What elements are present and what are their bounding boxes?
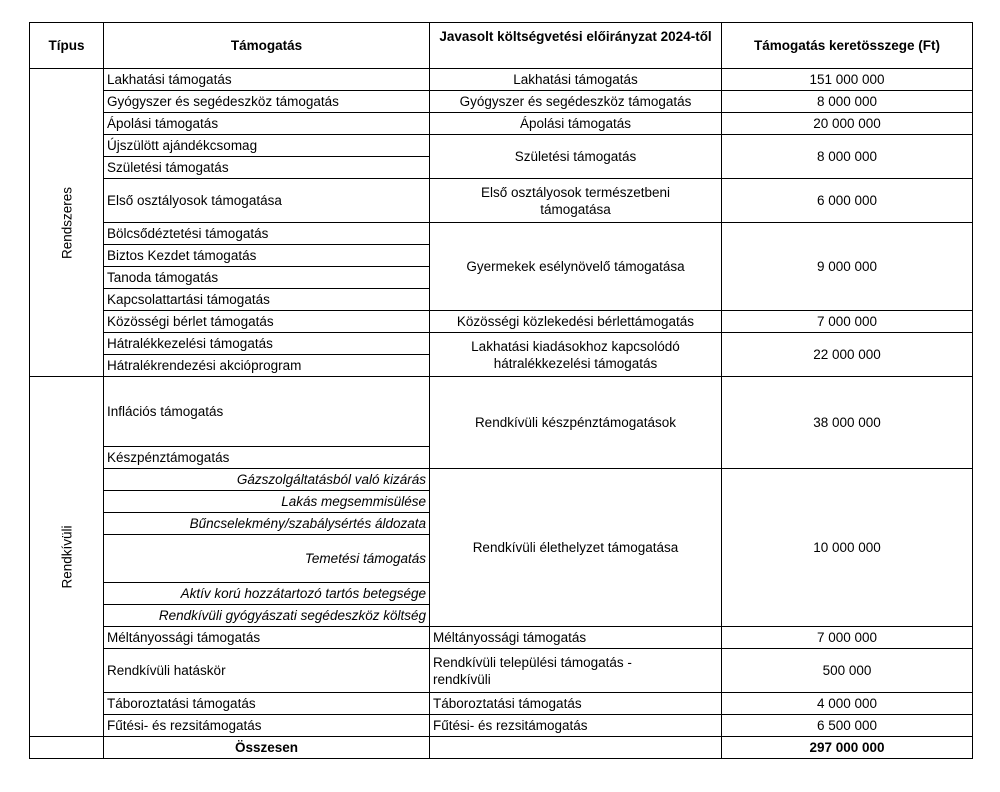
proposed-cell: Rendkívüli élethelyzet támogatása xyxy=(430,469,722,627)
proposed-cell: Lakhatási kiadásokhoz kapcsolódó hátralékkezelési támogatás xyxy=(430,333,722,377)
support-cell: Hátralékkezelési támogatás xyxy=(104,333,430,355)
amount-cell: 500 000 xyxy=(722,649,973,693)
support-cell: Rendkívüli hatáskör xyxy=(104,649,430,693)
amount-cell: 6 500 000 xyxy=(722,715,973,737)
type-label-regular: Rendszeres xyxy=(59,186,74,259)
amount-cell: 7 000 000 xyxy=(722,627,973,649)
proposed-cell: Táboroztatási támogatás xyxy=(430,693,722,715)
table-row xyxy=(30,377,973,447)
amount-cell: 9 000 000 xyxy=(722,223,973,311)
table-row xyxy=(30,627,973,649)
support-cell: Közösségi bérlet támogatás xyxy=(104,311,430,333)
table-row xyxy=(30,113,973,135)
total-empty-cell xyxy=(30,737,104,759)
support-cell: Újszülött ajándékcsomag xyxy=(104,135,430,157)
amount-cell: 20 000 000 xyxy=(722,113,973,135)
support-cell: Aktív korú hozzátartozó tartós betegsége xyxy=(104,583,430,605)
header-type: Típus xyxy=(30,23,104,69)
proposed-cell: Méltányossági támogatás xyxy=(430,627,722,649)
table-row xyxy=(30,715,973,737)
amount-cell: 22 000 000 xyxy=(722,333,973,377)
table-row xyxy=(30,223,973,245)
table-row xyxy=(30,693,973,715)
table-row xyxy=(30,469,973,491)
header-amount: Támogatás keretösszege (Ft) xyxy=(722,23,973,69)
type-label-extraordinary: Rendkívüli xyxy=(59,524,74,589)
support-cell: Temetési támogatás xyxy=(104,535,430,583)
table-row xyxy=(30,135,973,157)
proposed-cell: Ápolási támogatás xyxy=(430,113,722,135)
proposed-cell: Rendkívüli készpénztámogatások xyxy=(430,377,722,469)
table-row xyxy=(30,69,973,91)
proposed-cell: Fűtési- és rezsitámogatás xyxy=(430,715,722,737)
support-cell: Gyógyszer és segédeszköz támogatás xyxy=(104,91,430,113)
table-row xyxy=(30,179,973,223)
support-cell: Rendkívüli gyógyászati segédeszköz költség xyxy=(104,605,430,627)
support-cell: Kapcsolattartási támogatás xyxy=(104,289,430,311)
support-cell: Biztos Kezdet támogatás xyxy=(104,245,430,267)
amount-cell: 151 000 000 xyxy=(722,69,973,91)
support-cell: Táboroztatási támogatás xyxy=(104,693,430,715)
support-cell: Inflációs támogatás xyxy=(104,377,430,447)
total-empty-cell xyxy=(430,737,722,759)
total-label: Összesen xyxy=(104,737,430,759)
proposed-cell: Rendkívüli települési támogatás - rendkívüli xyxy=(430,649,722,693)
support-cell: Bűncselekmény/szabálysértés áldozata xyxy=(104,513,430,535)
support-cell: Készpénztámogatás xyxy=(104,447,430,469)
amount-cell: 7 000 000 xyxy=(722,311,973,333)
support-cell: Lakás megsemmisülése xyxy=(104,491,430,513)
support-cell: Születési támogatás xyxy=(104,157,430,179)
proposed-cell: Gyermekek esélynövelő támogatása xyxy=(430,223,722,311)
proposed-cell: Gyógyszer és segédeszköz támogatás xyxy=(430,91,722,113)
support-cell: Tanoda támogatás xyxy=(104,267,430,289)
support-cell: Fűtési- és rezsitámogatás xyxy=(104,715,430,737)
support-cell: Gázszolgáltatásból való kizárás xyxy=(104,469,430,491)
table-row xyxy=(30,311,973,333)
support-cell: Ápolási támogatás xyxy=(104,113,430,135)
table-row xyxy=(30,333,973,355)
support-cell: Bölcsődéztetési támogatás xyxy=(104,223,430,245)
support-cell: Méltányossági támogatás xyxy=(104,627,430,649)
amount-cell: 4 000 000 xyxy=(722,693,973,715)
budget-table xyxy=(29,22,973,759)
header-row xyxy=(30,23,973,69)
proposed-cell: Lakhatási támogatás xyxy=(430,69,722,91)
amount-cell: 6 000 000 xyxy=(722,179,973,223)
amount-cell: 10 000 000 xyxy=(722,469,973,627)
type-cell-regular xyxy=(30,69,104,377)
proposed-cell: Közösségi közlekedési bérlettámogatás xyxy=(430,311,722,333)
proposed-cell: Első osztályosok természetbeni támogatása xyxy=(430,179,722,223)
support-cell: Hátralékrendezési akcióprogram xyxy=(104,355,430,377)
support-cell: Első osztályosok támogatása xyxy=(104,179,430,223)
total-row xyxy=(30,737,973,759)
amount-cell: 8 000 000 xyxy=(722,135,973,179)
type-cell-extraordinary xyxy=(30,377,104,737)
table-row xyxy=(30,91,973,113)
total-amount: 297 000 000 xyxy=(722,737,973,759)
proposed-cell: Születési támogatás xyxy=(430,135,722,179)
support-cell: Lakhatási támogatás xyxy=(104,69,430,91)
amount-cell: 38 000 000 xyxy=(722,377,973,469)
amount-cell: 8 000 000 xyxy=(722,91,973,113)
header-support: Támogatás xyxy=(104,23,430,69)
table-row xyxy=(30,649,973,693)
header-proposed: Javasolt költségvetési előirányzat 2024-től xyxy=(430,23,722,69)
